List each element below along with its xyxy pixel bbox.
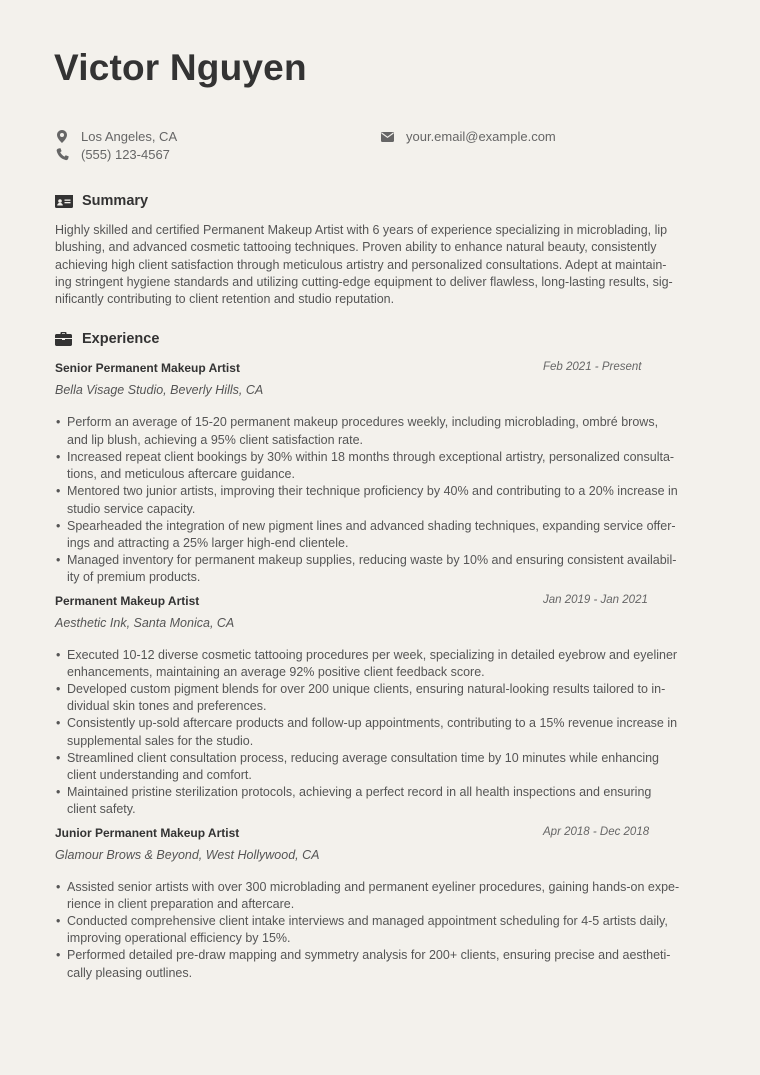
job-bullets — [55, 414, 707, 586]
summary-line: ing stringent hygiene standards and utilizing cutting-edge equipment to deliver flawless, long-lasting results, sig- — [55, 274, 673, 289]
summary-line: blushing, and advanced cosmetic tattooing techniques. Proven ability to enhance natural beauty, consistently — [55, 240, 657, 255]
bullet-line: • Performed detailed pre-draw mapping and symmetry analysis for 200+ clients, ensuring precise and aestheti- — [67, 948, 671, 963]
job-entry — [55, 594, 705, 819]
location-text: Los Angeles, CA — [81, 129, 178, 144]
bullet-line: • Conducted comprehensive client intake interviews and managed appointment scheduling for 4-5 artists daily, — [67, 913, 668, 928]
contact-phone — [55, 146, 170, 163]
bullet-line: tions, and meticulous aftercare guidance. — [67, 467, 295, 482]
bullet-line: • Managed inventory for permanent makeup supplies, reducing waste by 10% and ensuring consistent availabil- — [67, 553, 677, 568]
job-company: Aesthetic Ink, Santa Monica, CA — [55, 615, 235, 630]
bullet-item — [55, 552, 707, 586]
bullet-line: cally pleasing outlines. — [67, 965, 193, 980]
job-bullets — [55, 879, 707, 982]
email-text[interactable]: your.email@example.com — [406, 129, 556, 144]
candidate-name: Victor Nguyen — [54, 47, 307, 88]
bullet-line: • Maintained pristine sterilization protocols, achieving a perfect record in all health inspections and ensuring — [67, 785, 652, 800]
bullet-item — [55, 483, 707, 517]
bullet-item — [55, 750, 707, 784]
job-date: Apr 2018 - Dec 2018 — [543, 825, 650, 838]
map-pin-icon — [55, 130, 69, 144]
job-date: Feb 2021 - Present — [543, 361, 642, 374]
summary-title: Summary — [82, 193, 149, 209]
bullet-line: ings and attracting a 25% larger high-end clientele. — [67, 535, 349, 550]
bullet-item — [55, 947, 707, 981]
bullet-line: • Consistently up-sold aftercare products and follow-up appointments, contributing to a 15% revenue increase in — [67, 716, 678, 731]
job-company: Bella Visage Studio, Beverly Hills, CA — [55, 383, 264, 398]
bullet-line: client safety. — [67, 802, 136, 817]
id-card-icon — [55, 193, 73, 209]
bullet-line: enhancements, maintaining an average 92% positive client feedback score. — [67, 664, 485, 679]
job-title-row — [55, 361, 705, 378]
summary-line: nificantly contributing to client retention and studio reputation. — [55, 292, 395, 307]
job-date: Jan 2019 - Jan 2021 — [543, 593, 648, 606]
envelope-icon — [380, 130, 394, 144]
bullet-line: • Developed custom pigment blends for over 200 unique clients, ensuring natural-looking results tailored to in- — [67, 681, 666, 696]
job-title: Junior Permanent Makeup Artist — [55, 825, 240, 840]
job-title: Senior Permanent Makeup Artist — [55, 361, 240, 376]
bullet-line: • Streamlined client consultation process, reducing average consultation time by 10 minutes while enhancing — [67, 750, 660, 765]
experience-section-header — [55, 329, 705, 349]
bullet-item — [55, 449, 707, 483]
job-title: Permanent Makeup Artist — [55, 593, 200, 608]
bullet-item — [55, 647, 707, 681]
bullet-line: • Assisted senior artists with over 300 microblading and permanent eyeliner procedures, gaining hands-on expe- — [67, 879, 680, 894]
bullet-line: ity of premium products. — [67, 570, 201, 585]
bullet-line: • Spearheaded the integration of new pigment lines and advanced shading techniques, expanding service offer- — [67, 518, 676, 533]
bullet-item — [55, 681, 707, 715]
bullet-line: supplemental sales for the studio. — [67, 733, 254, 748]
bullet-line: • Increased repeat client bookings by 30% within 18 months through exceptional artistry, personalized consulta- — [67, 449, 675, 464]
briefcase-icon — [55, 331, 73, 347]
job-entry — [55, 361, 705, 586]
summary-section-header — [55, 191, 705, 211]
bullet-item — [55, 913, 707, 947]
bullet-item — [55, 518, 707, 552]
bullet-line: • Executed 10-12 diverse cosmetic tattooing procedures per week, specializing in detailed eyebrow and eyeliner — [67, 647, 678, 662]
phone-text: (555) 123-4567 — [81, 147, 170, 162]
bullet-line: improving operational efficiency by 15%. — [67, 931, 291, 946]
bullet-line: studio service capacity. — [67, 501, 196, 516]
bullet-line: • Perform an average of 15-20 permanent makeup procedures weekly, including microblading, ombré brows, — [67, 415, 659, 430]
bullet-item — [55, 715, 707, 749]
experience-title: Experience — [82, 331, 160, 348]
bullet-item — [55, 879, 707, 913]
job-bullets — [55, 647, 707, 819]
contact-email — [380, 128, 556, 145]
bullet-line: dividual skin tones and preferences. — [67, 699, 267, 714]
job-title-row — [55, 826, 705, 843]
job-title-row — [55, 594, 705, 611]
phone-icon — [55, 148, 69, 162]
summary-text — [55, 222, 707, 308]
bullet-line: client understanding and comfort. — [67, 767, 252, 782]
summary-line: achieving high client satisfaction through meticulous artistry and personalized consultations. Adept at maintain- — [55, 257, 667, 272]
bullet-line: and lip blush, achieving a 95% client satisfaction rate. — [67, 432, 364, 447]
summary-line: Highly skilled and certified Permanent Makeup Artist with 6 years of experience specializing in microblading, lip — [55, 223, 668, 237]
bullet-line: rience in client preparation and aftercare. — [67, 896, 295, 911]
bullet-item — [55, 414, 707, 448]
job-company: Glamour Brows & Beyond, West Hollywood, CA — [55, 847, 320, 862]
contact-location — [55, 128, 177, 145]
bullet-line: • Mentored two junior artists, improving their technique proficiency by 40% and contributing to a 20% increase in — [67, 484, 678, 499]
bullet-item — [55, 784, 707, 818]
contact-info — [55, 128, 705, 172]
job-entry — [55, 826, 705, 982]
